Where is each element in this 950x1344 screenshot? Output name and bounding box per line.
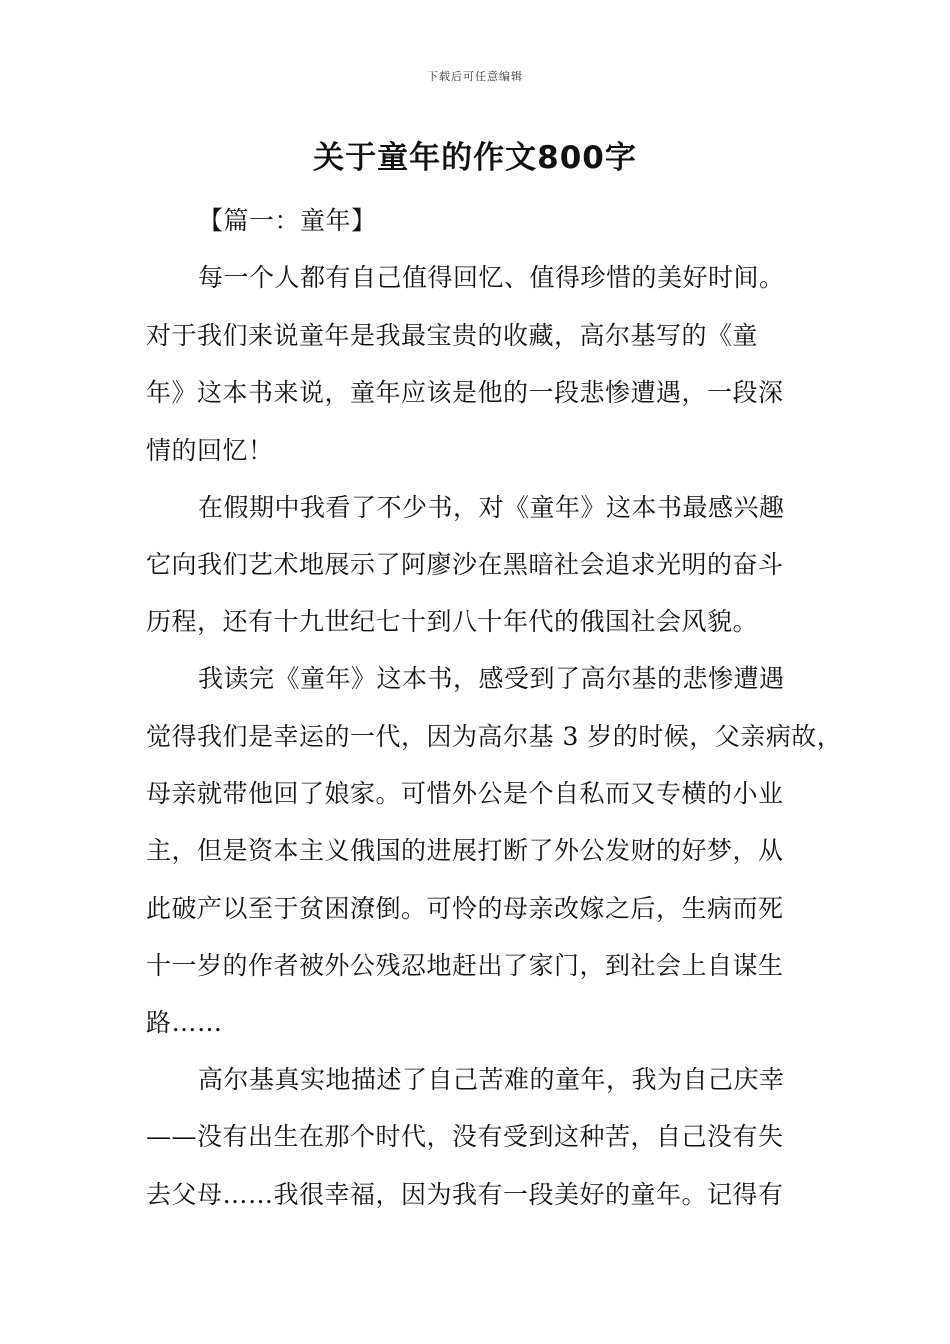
text-line: 情的回忆！ <box>146 436 274 465</box>
text-line: 高尔基真实地描述了自己苦难的童年，我为自己庆幸 <box>198 1065 785 1094</box>
text-line: 历程，还有十九世纪七十到八十年代的俄国社会风貌。 <box>146 607 759 636</box>
text-line: ——没有出生在那个时代，没有受到这种苦，自己没有失 <box>146 1122 784 1151</box>
text-line: 对于我们来说童年是我最宝贵的收藏，高尔基写的《童 <box>146 321 759 350</box>
text-line: 主，但是资本主义俄国的进展打断了外公发财的好梦，从 <box>146 836 784 865</box>
text-line: 我读完《童年》这本书，感受到了高尔基的悲惨遭遇 <box>198 664 785 693</box>
text-line: 觉得我们是幸运的一代，因为高尔基 3 岁的时候，父亲病故， <box>146 722 843 751</box>
text-line: 此破产以至于贫困潦倒。可怜的母亲改嫁之后，生病而死 <box>146 894 784 923</box>
page-title: 关于童年的作文800字 <box>313 140 637 176</box>
text-line: 年》这本书来说，童年应该是他的一段悲惨遭遇，一段深 <box>146 378 784 407</box>
text-line: 十一岁的作者被外公残忍地赶出了家门，到社会上自谋生 <box>146 951 784 980</box>
header-note: 下载后可任意编辑 <box>427 70 523 83</box>
text-line: 在假期中我看了不少书，对《童年》这本书最感兴趣 <box>198 493 785 522</box>
text-line: 去父母……我很幸福，因为我有一段美好的童年。记得有 <box>146 1180 784 1209</box>
text-line: 每一个人都有自己值得回忆、值得珍惜的美好时间。 <box>198 263 785 292</box>
text-line: 路…… <box>146 1008 223 1037</box>
text-line: 它向我们艺术地展示了阿廖沙在黑暗社会追求光明的奋斗 <box>146 550 784 579</box>
text-line: 母亲就带他回了娘家。可惜外公是个自私而又专横的小业 <box>146 779 784 808</box>
section-label: 【篇一：童年】 <box>198 206 377 235</box>
